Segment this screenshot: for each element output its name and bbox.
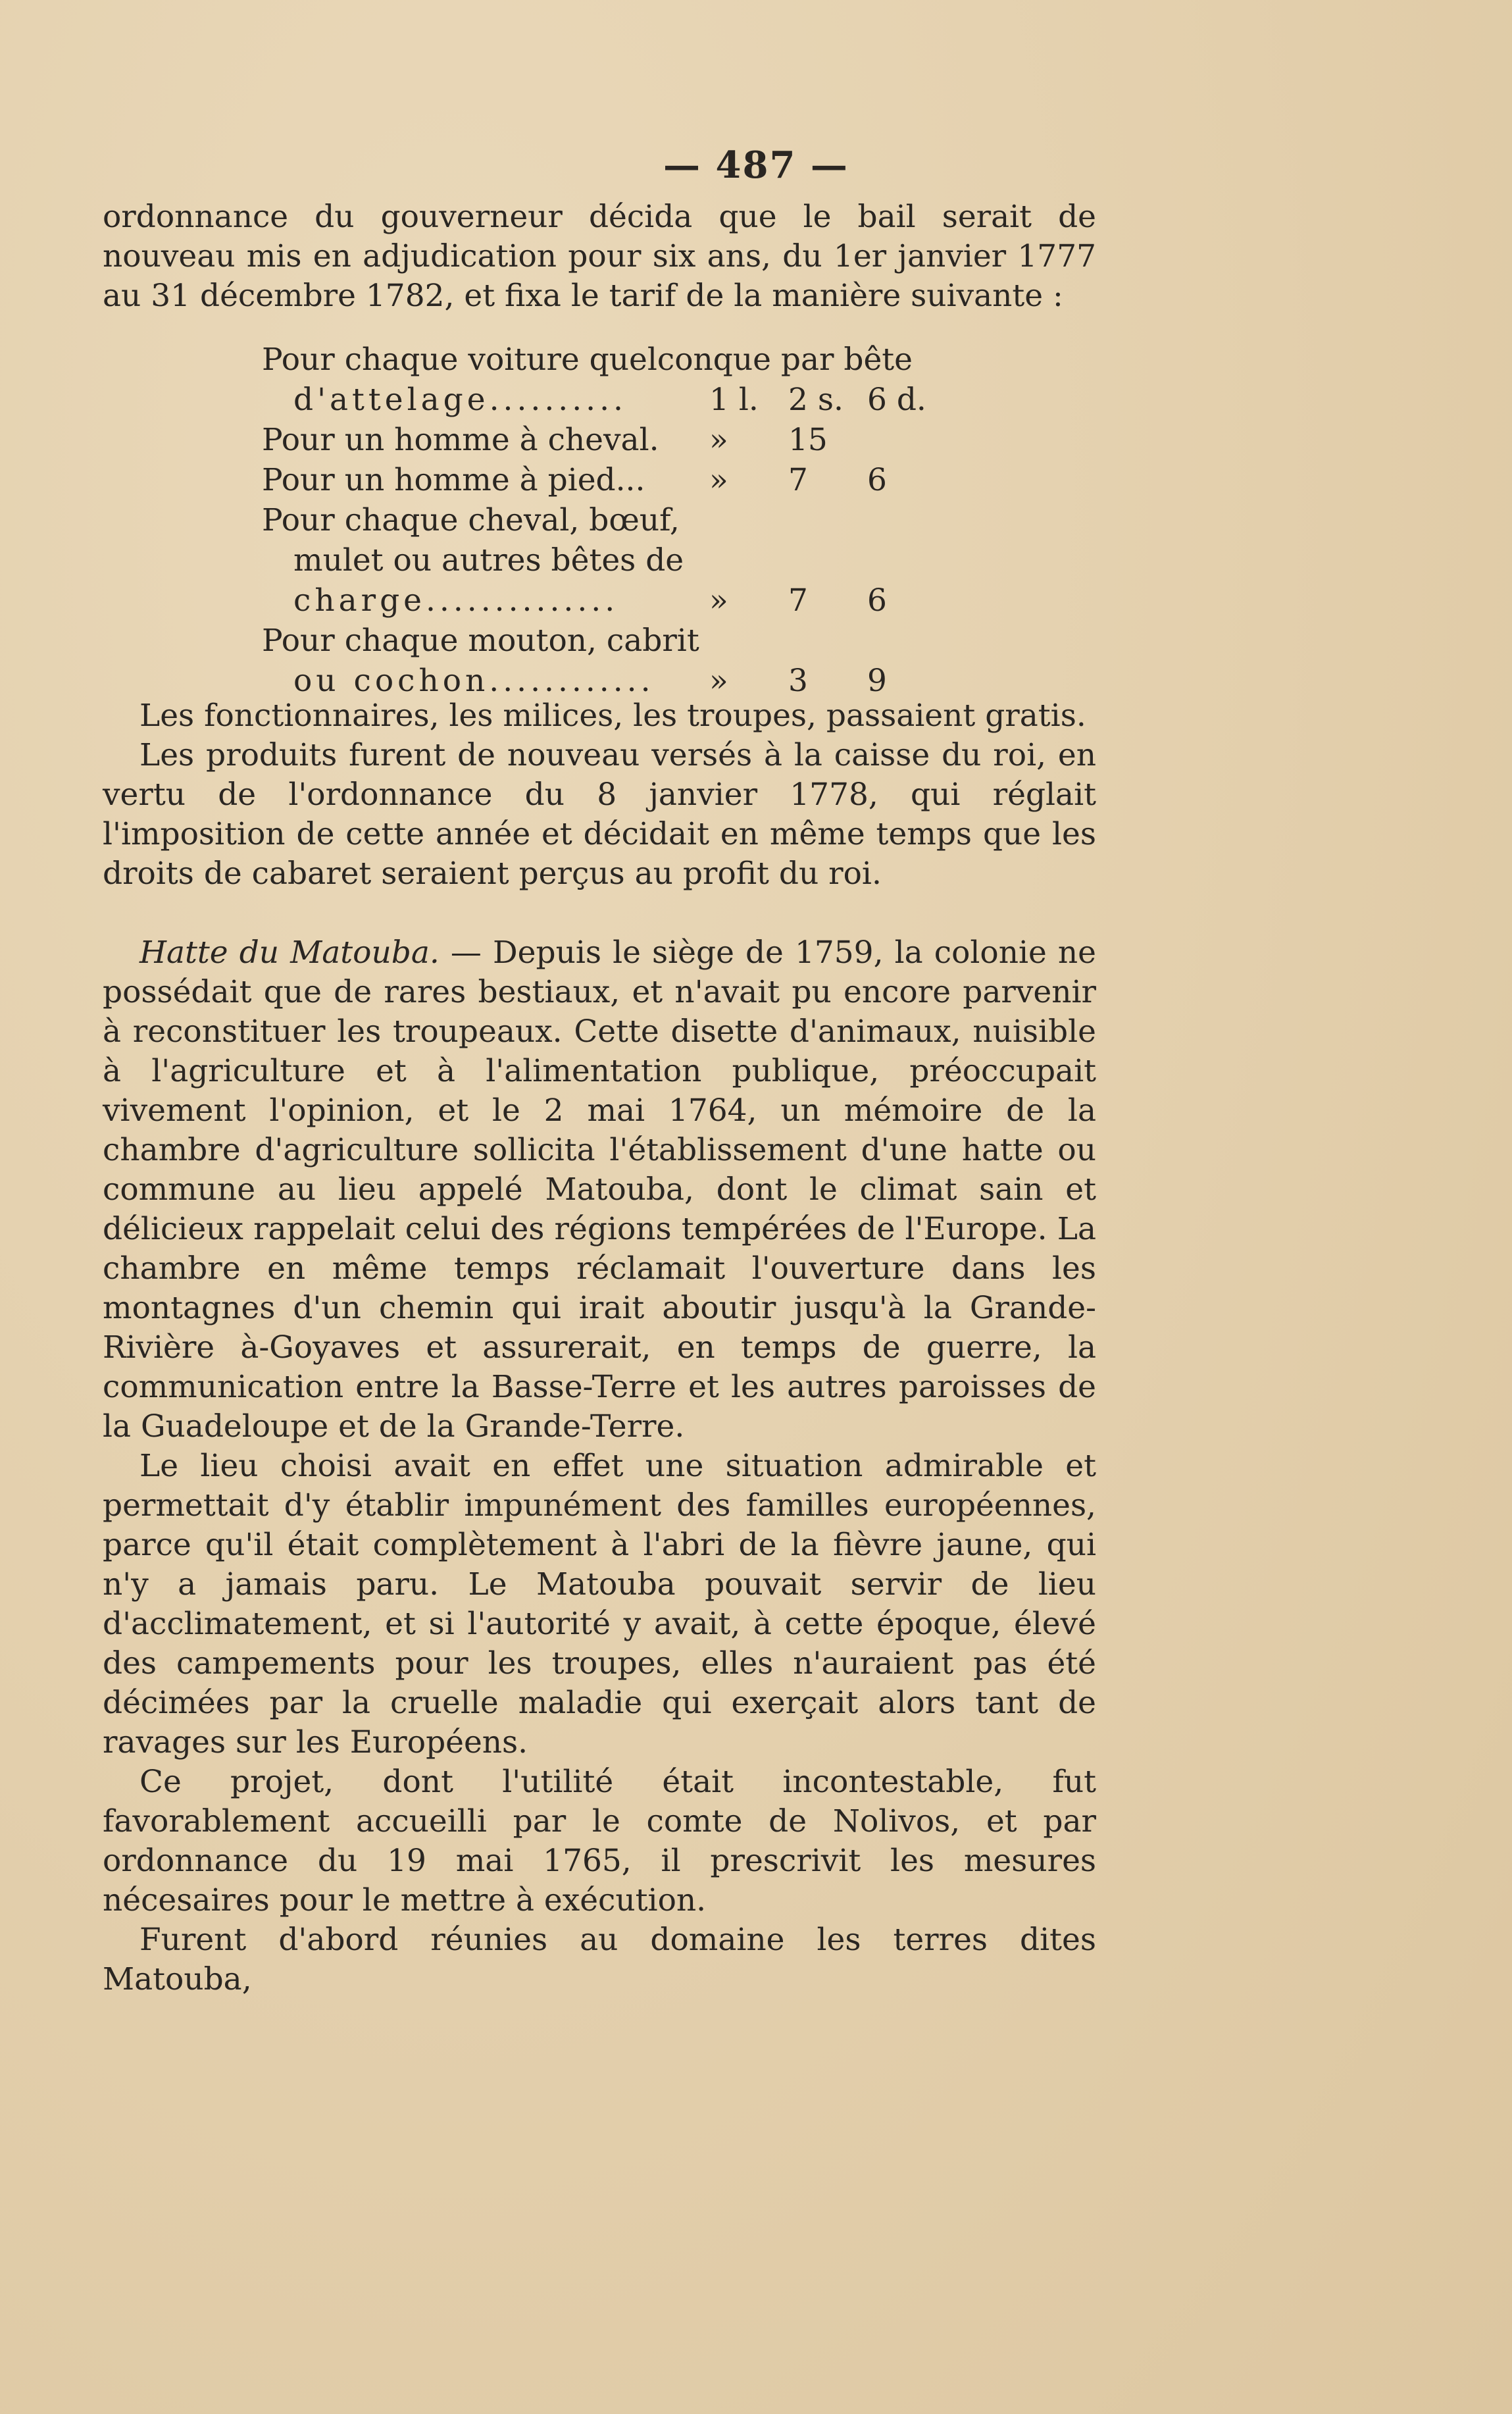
tariff-label: Pour chaque mouton, cabrit [262, 623, 699, 659]
section-first-paragraph-text: — Depuis le siège de 1759, la colonie ne possédait que de rares bestiaux, et n'avait pu encore parvenir à reconstituer les troupeaux. Cette disette d'animaux, nuisible à l'agriculture et à l'alimentation publique, préoccupait vivement l'opinion, et le 2 mai 1764, un mémoire de la chambre d'agriculture sollicita l'établissement d'une hatte ou commune au lieu appelé Matouba, dont le climat sain et délicieux rappelait celui des régions tempérées de l'Europe. La chambre en même temps réclamait l'ouverture dans les montagnes d'un chemin qui irait aboutir jusqu'à la Grande-Rivière à-Goyaves et assurerait, en temps de guerre, la communication entre la Basse-Terre et les autres paroisses de la Guadeloupe et de la Grande-Terre. [103, 935, 1096, 1445]
tariff-table [262, 340, 986, 701]
tariff-deniers: 6 d. [867, 382, 926, 418]
tariff-label: Pour un homme à pied... [262, 462, 645, 498]
paragraph: Ce projet, dont l'utilité était incontestable, fut favorablement accueilli par le comte de Nolivos, et par ordonnance du 19 mai 1765, il prescrivit les mesures nécesaires pour le mettre à exécution. [103, 1764, 1096, 1918]
tariff-label: mulet ou autres bêtes de [293, 542, 684, 578]
body-text [103, 696, 1096, 1999]
intro-paragraph [103, 197, 1096, 316]
tariff-label: Pour chaque voiture quelconque par bête [262, 342, 913, 378]
paragraph: Furent d'abord réunies au domaine les terres dites Matouba, [103, 1922, 1096, 1997]
tariff-livres: » [709, 462, 728, 498]
section-first-paragraph [103, 933, 1096, 1447]
tariff-label: charge.............. [293, 582, 619, 619]
tariff-row [262, 540, 986, 580]
tariff-row [262, 661, 986, 701]
section-spacer [103, 894, 1096, 933]
tariff-row [262, 380, 986, 420]
tariff-livres: » [709, 663, 728, 699]
section-heading: Hatte du Matouba. [139, 935, 440, 971]
tariff-label: Pour chaque cheval, bœuf, [262, 502, 680, 538]
tariff-row [262, 460, 986, 500]
tariff-deniers: 6 [867, 582, 887, 619]
tariff-sous: 7 [788, 582, 808, 619]
tariff-livres: » [709, 422, 728, 458]
tariff-label: Pour un homme à cheval. [262, 422, 659, 458]
intro-text: ordonnance du gouverneur décida que le bail serait de nouveau mis en adjudication pour six ans, du 1er janvier 1777 au 31 décembre 1782, et fixa le tarif de la manière suivante : [103, 199, 1096, 314]
page-number: — 487 — [663, 143, 849, 187]
paragraph: Les produits furent de nouveau versés à la caisse du roi, en vertu de l'ordonnance du 8 janvier 1778, qui réglait l'imposition de cette année et décidait en même temps que les droits de cabaret seraient perçus au profit du roi. [103, 737, 1096, 892]
paragraph: Le lieu choisi avait en effet une situation admirable et permettait d'y établir impunément des familles européennes, parce qu'il était complètement à l'abri de la fièvre jaune, qui n'y a jamais paru. Le Matouba pouvait servir de lieu d'acclimatement, et si l'autorité y avait, à cette époque, élevé des campements pour les troupes, elles n'auraient pas été décimées par la cruelle maladie qui exerçait alors tant de ravages sur les Européens. [103, 1448, 1096, 1760]
tariff-row [262, 500, 986, 540]
tariff-row [262, 580, 986, 621]
tariff-row [262, 340, 986, 380]
tariff-label: d'attelage.......... [293, 382, 627, 418]
tariff-livres: » [709, 582, 728, 619]
tariff-row [262, 621, 986, 661]
tariff-row [262, 420, 986, 460]
tariff-sous: 7 [788, 462, 808, 498]
tariff-deniers: 6 [867, 462, 887, 498]
tariff-label: ou cochon............ [293, 663, 655, 699]
tariff-sous: 2 s. [788, 382, 844, 418]
paragraph: Les fonctionnaires, les milices, les troupes, passaient gratis. [139, 698, 1086, 734]
tariff-deniers: 9 [867, 663, 887, 699]
tariff-sous: 3 [788, 663, 808, 699]
tariff-sous: 15 [788, 422, 828, 458]
tariff-livres: 1 l. [709, 382, 759, 418]
